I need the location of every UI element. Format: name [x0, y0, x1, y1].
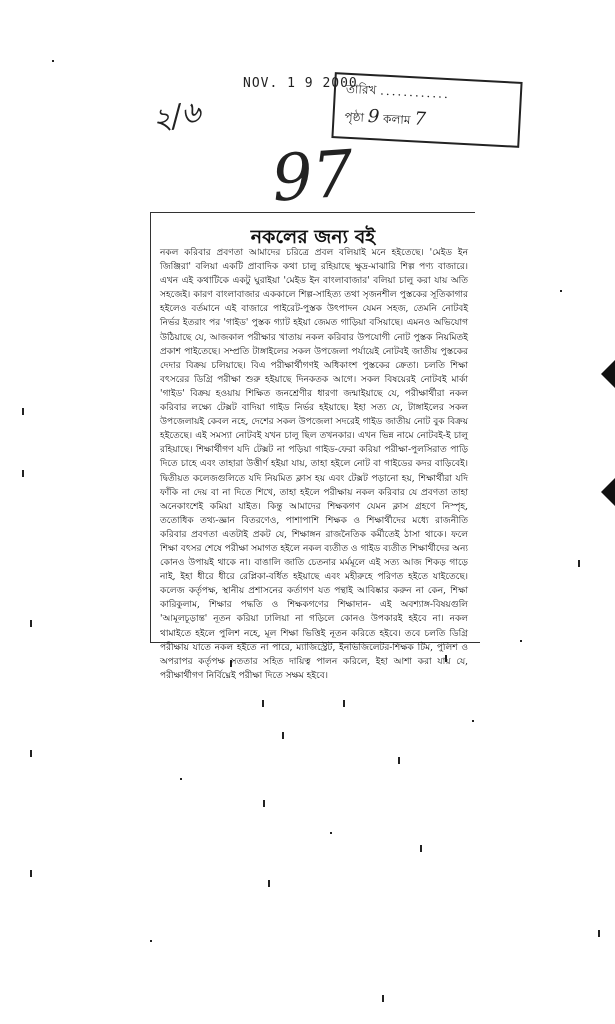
reference-stamp: [331, 72, 522, 148]
stamp-dotted-line: ............: [379, 83, 451, 102]
scan-speck: [282, 732, 284, 739]
scan-speck: [343, 700, 345, 707]
scan-speck: [22, 408, 24, 415]
stamp-row-page-column: [344, 105, 426, 133]
stamp-row-date: [345, 81, 450, 106]
scan-speck: [578, 560, 580, 567]
scan-speck: [30, 750, 32, 757]
scan-speck: [30, 620, 32, 627]
stamp-column-value: 7: [413, 108, 427, 130]
stamp-column-label: কলাম: [382, 111, 411, 128]
handwritten-number: 97: [269, 137, 356, 217]
edge-mark: [601, 478, 615, 506]
scan-speck: [420, 845, 422, 852]
scan-speck: [22, 470, 24, 477]
article-body: নকল করিবার প্রবণতা আমাদের চরিত্রে প্রবল বলিয়াই মনে হইতেছে। 'মেইড ইন জিঞ্জিরা' বলিয়া একটি প্রাবাদিক কথা চালু রহিয়াছে ক্ষুদ্র-মাঝারি শিল্প পণ্য বাজারে। এখন এই কথাটিকে একটু ঘুরাইয়া 'মেইড ইন বাংলাবাজার' বলিয়া চালু করা যায় অতি সহজেই। কারণ বাংলাবাজার এককালে শিল্প-সাহিত্য তথা সৃজনশীল পুস্তকের সূতিকাগার হইলেও বর্তমানে এই বাজারে পাইরেট-পুস্তক উৎপাদন যেমন সহজ, তেমনি নোটবই নির্ভর ইতরাং পর 'গাইড' পুস্তক গ্যাট হইয়া জেমত গাড়িয়া বসিয়াছে। এমনও অভিযোগ উঠিয়াছে যে, আজকাল পরীক্ষার খাতায় নকল করিবার উপযোগী নোট পুস্তক নিয়মিতই প্রকাশ পাইতেছে। সম্প্রতি টাঙ্গাইলের সকল উপজেলা পর্যায়েই নোটবই জাতীয় পুস্তকের দেদার বিক্রয় চলিয়াছে। বিএ পরীক্ষার্থীগণই অধিকাংশ পুস্তকের ক্রেতা। চলতি শিক্ষা বৎসরের ডিগ্রি পরীক্ষা শুরু হইয়াছে দিনকতক আগে। সকল বিষয়েরই নোটবই মার্কা 'গাইড' বিক্রয় হওয়ায় শিক্ষিত জনশ্রেণীর ধারণা জন্মাইয়াছে যে, পরীক্ষার্থীরা নকল করিবার লক্ষ্যে টেক্সট বাদিয়া গাইড নির্ভর হইয়াছে। ইহা সত্য যে, টাঙ্গাইলের সকল উপজেলায়ই কেবল নহে, দেশের সকল উপজেলা সদরেই গাইড জাতীয় নোট বুক বিক্রয় হইতেছে। এই সমস্যা নোটবই যখন চালু ছিল তখনকার। এখন ভিন্ন নামে নোটবই-ই চালু রহিয়াছে। শিক্ষার্থীগণ যদি টেক্সট না পড়িয়া গাইড-ফেরা করিয়া পরীক্ষা-পুলসিরাত পাড়ি দিতে চাহে এবং তাহারা উত্তীর্ণ হইয়া যায়, তাহা হইলে নোট বা গাইডের কদর বাড়িবেই। দ্বিতীয়ত কলেজগুলিতে যদি নিয়মিত ক্লাস হয় এবং টেক্সট পড়ানো হয়, শিক্ষার্থীরা যদি ফাঁকি না দেয় বা না দিতে শিখে, তাহা হইলে পরীক্ষায় নকল করিবার যে প্রবণতা তাহা অনেকাংশেই কমিয়া যাইত। কিন্তু আমাদের শিক্ষকগণ যেমন ক্লাস গ্রহণে নিস্পৃহ, ততোধিক তথ্য-জ্ঞান বিতরণেও, পাশাপাশি শিক্ষক ও শিক্ষার্থীদের মধ্যে রাজনীতি করিবার প্রবণতা এতটাই প্রকট যে, শিক্ষাঙ্গন রাজনৈতিক কর্মীতেই ঠাসা থাকে। ফলে শিক্ষা বৎসর শেষে পরীক্ষা সমাগত হইলে নকল ব্যতীত ও গাইড ব্যতীত শিক্ষার্থীদের অন্য কোনও উপায়ই থাকে না। বাঙালি জাতি চেতনার মর্মমূলে এই সত্য আজ শিকড় গাড়ে নাই, ইহা ধীরে ধীরে রেপ্লিকা-বর্ধিত হইয়াছে এবং মহীরুহে পরিণত হইতে যাইতেছে। কলেজ কর্তৃপক্ষ, স্থানীয় প্রশাসনের কর্তাগণ যত পন্থাই আবিষ্কার করুন না কেন, শিক্ষা কারিকুলাম, শিক্ষার পদ্ধতি ও শিক্ষকগণের শিক্ষাদান- এই অবশ্যাঙ্গ-বিষয়গুলি 'আমূলচূড়ান্ত' নূতন করিয়া ঢালিয়া না গড়িলে কোনও উপকারই হইবে না। নকল থামাইতে হইলে পুলিশ নহে, মূল শিক্ষা ভিত্তিই নূতন করিতে হইবে। তবে চলতি ডিগ্রি পরীক্ষায় যাতে নকল হইতে না পারে, ম্যাজিস্ট্রেট, ইনভিজিলেটর-শিক্ষক টিম, পুলিশ ও অপরাপর কর্তৃপক্ষ সততার সহিত দায়িত্ব পালন করিলে, ইহা আশা করা যায় যে, পরীক্ষার্থীগণ নির্বিঘ্নেই পরীক্ষা দিতে সক্ষম হইবে।: [160, 248, 468, 681]
stamp-page-label: পৃষ্ঠা: [344, 109, 365, 125]
scan-speck: [330, 832, 332, 834]
scan-speck: [52, 60, 54, 62]
scan-speck: [598, 930, 600, 937]
scan-speck: [262, 700, 264, 707]
scan-speck: [560, 290, 562, 292]
scan-speck: [30, 870, 32, 877]
scan-speck: [268, 880, 270, 887]
edge-mark: [601, 360, 615, 388]
date-stamp: NOV. 1 9 2000: [243, 76, 358, 91]
stamp-date-label: তারিখ: [345, 81, 377, 98]
stamp-page-value: 9: [367, 105, 380, 128]
scan-speck: [520, 640, 522, 642]
scan-speck: [398, 757, 400, 764]
scan-speck: [180, 778, 182, 780]
article-headline: নকলের জন্য বই: [250, 226, 376, 248]
scan-speck: [263, 800, 265, 807]
scan-speck: [382, 995, 384, 1002]
handwritten-note: ২/৬: [148, 94, 205, 139]
scan-speck: [150, 940, 152, 942]
scan-speck: [472, 720, 474, 722]
